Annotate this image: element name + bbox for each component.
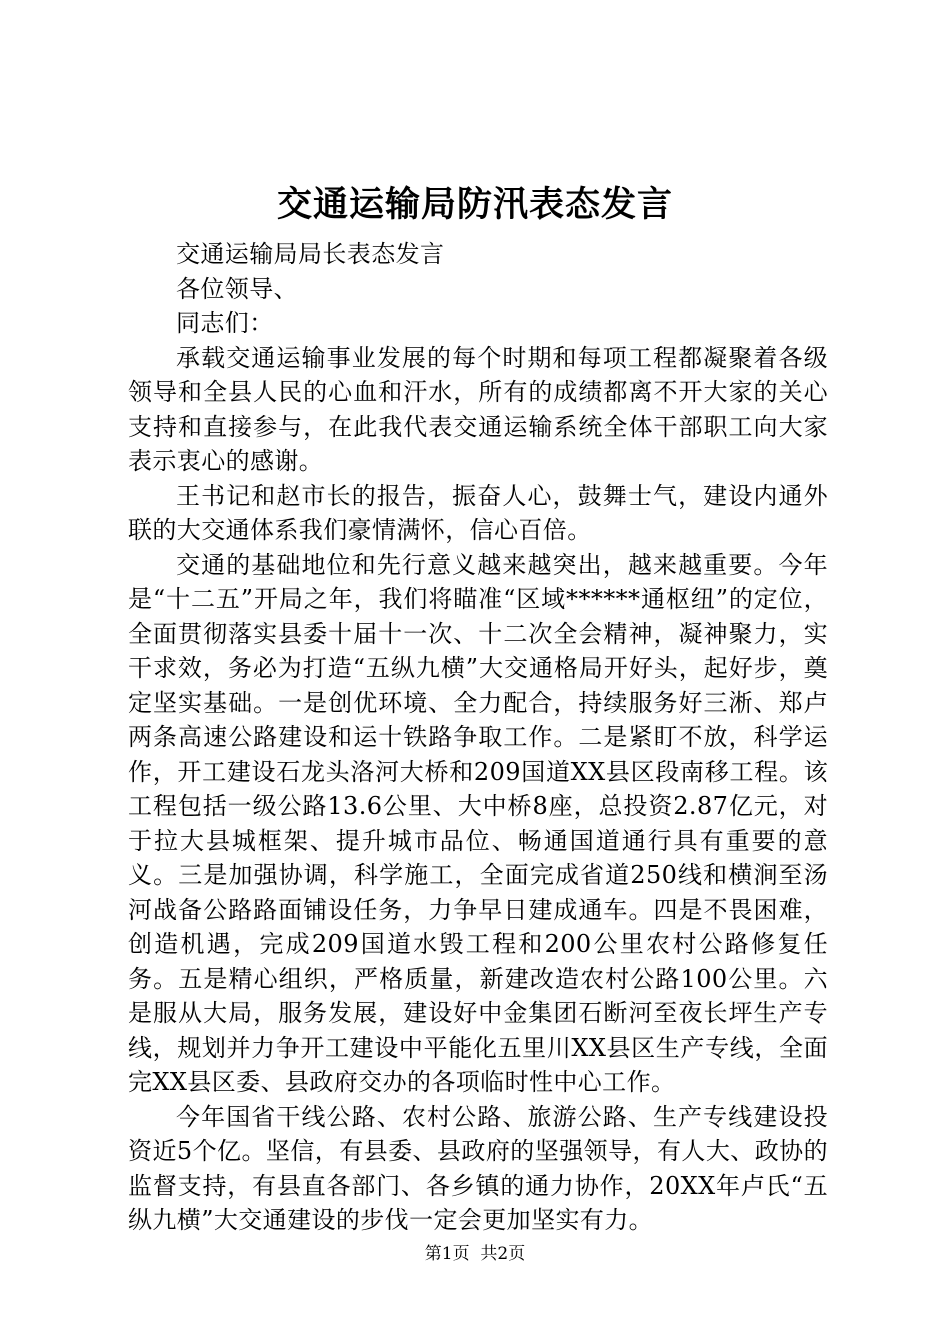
paragraph: 今年国省干线公路、农村公路、旅游公路、生产专线建设投资近5个亿。坚信，有县委、县政府的坚强领导，有人大、政协的监督支持，有县直各部门、各乡镇的通力协作，20XX年卢氏“五纵九横”大交通建设的步伐一定会更加坚实有力。 xyxy=(128,1102,828,1234)
paragraph: 王书记和赵市长的报告，振奋人心，鼓舞士气，建设内通外联的大交通体系我们豪情满怀，信心百倍。 xyxy=(128,481,828,544)
paragraph-salutation-2: 同志们： xyxy=(176,309,274,337)
paragraph: 交通的基础地位和先行意义越来越突出，越来越重要。今年是“十二五”开局之年，我们将瞄准“区域******通枢纽”的定位，全面贯彻落实县委十届十一次、十二次全会精神，凝神聚力，实干求效，务必为打造“五纵九横”大交通格局开好头，起好步，奠定坚实基础。一是创优环境、全力配合，持续服务好三淅、郑卢两条高速公路建设和运十铁路争取工作。二是紧盯不放，科学运作，开工建设石龙头洛河大桥和209国道XX县区段南移工程。该工程包括一级公路13.6公里、大中桥8座，总投资2.87亿元，对于拉大县城框架、提升城市品位、畅通国道通行具有重要的意义。三是加强协调，科学施工，全面完成省道250线和横涧至汤河战备公路路面铺设任务，力争早日建成通车。四是不畏困难，创造机遇，完成209国道水毁工程和200公里农村公路修复任务。五是精心组织，严格质量，新建改造农村公路100公里。六是服从大局，服务发展，建设好中金集团石断河至夜长坪生产专线，规划并力争开工建设中平能化五里川XX县区生产专线，全面完XX县区委、县政府交办的各项临时性中心工作。 xyxy=(128,550,828,1096)
paragraph: 承载交通运输事业发展的每个时期和每项工程都凝聚着各级领导和全县人民的心血和汗水，所有的成绩都离不开大家的关心支持和直接参与，在此我代表交通运输系统全体干部职工向大家表示衷心的感谢。 xyxy=(128,343,828,475)
page-total: 共2页 xyxy=(480,1244,526,1264)
page-footer xyxy=(0,1242,950,1266)
document-title: 交通运输局防汛表态发言 xyxy=(276,184,673,225)
document-body xyxy=(128,237,828,1238)
paragraph-salutation-1: 各位领导、 xyxy=(176,274,298,303)
page-number: 第1页 xyxy=(424,1244,470,1264)
paragraph-heading: 交通运输局局长表态发言 xyxy=(176,240,445,268)
